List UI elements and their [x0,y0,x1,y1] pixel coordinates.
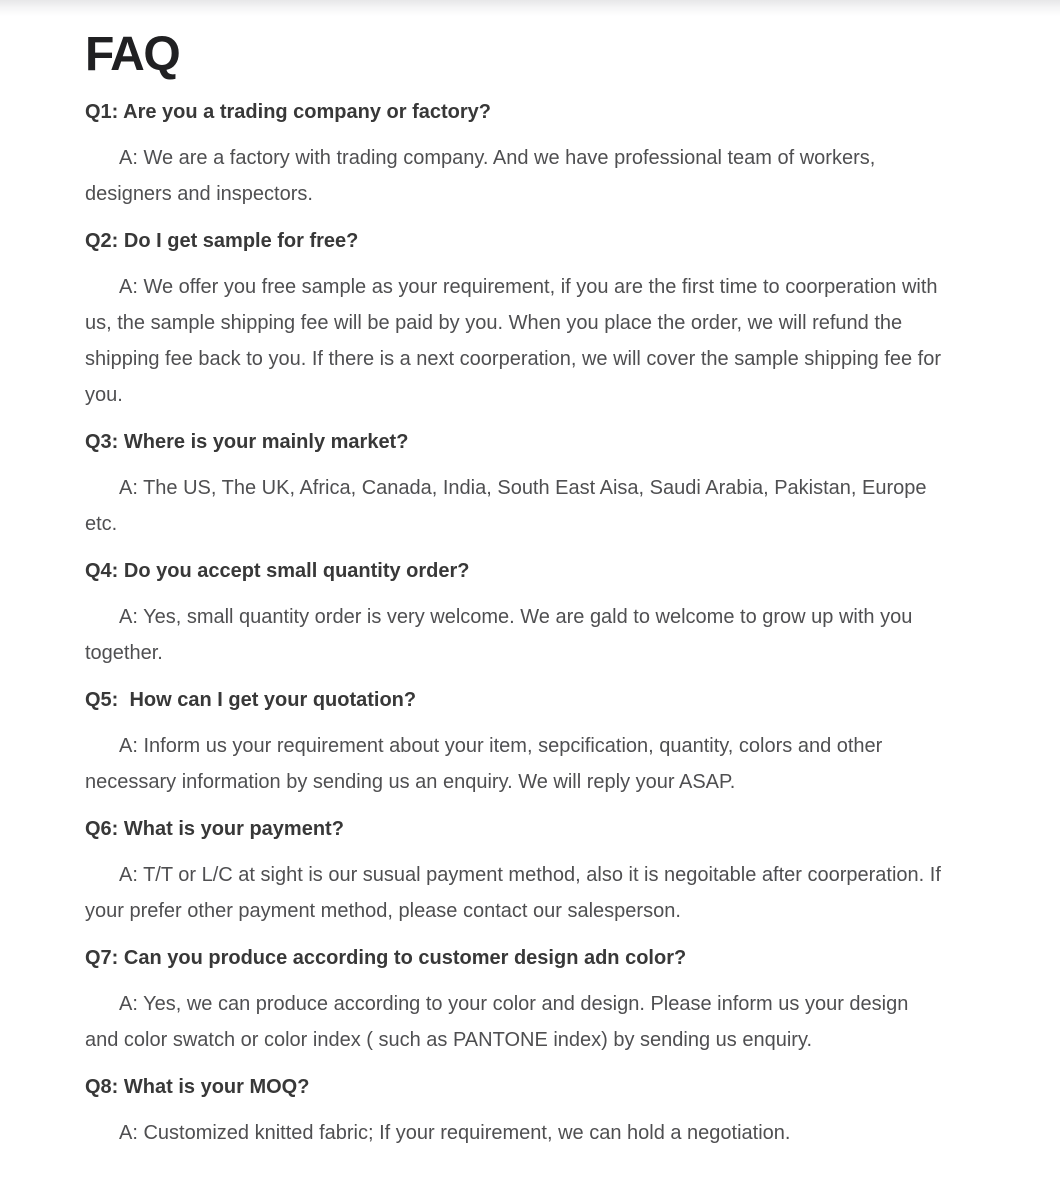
faq-item [85,945,945,1058]
faq-item [85,558,945,671]
faq-answer: A: Inform us your requirement about your item, sepcification, quantity, colors and other necessary information by sending us an enquiry. We will reply your ASAP. [85,735,883,793]
faq-item [85,228,945,413]
faq-answer: A: Yes, we can produce according to your color and design. Please inform us your design and color swatch or color index ( such as PANTONE index) by sending us enquiry. [85,993,909,1051]
faq-content [0,27,1060,1151]
faq-answer: A: The US, The UK, Africa, Canada, India, South East Aisa, Saudi Arabia, Pakistan, Europe etc. [85,477,927,535]
faq-item [85,429,945,542]
faq-list [85,99,945,1151]
faq-answer: A: We are a factory with trading company. And we have professional team of workers, designers and inspectors. [85,147,876,205]
faq-answer: A: Yes, small quantity order is very welcome. We are gald to welcome to grow up with you together. [85,606,913,664]
faq-question: Q1: Are you a trading company or factory? [85,101,492,123]
faq-question: Q4: Do you accept small quantity order? [85,560,470,582]
faq-question: Q2: Do I get sample for free? [85,230,359,252]
faq-question: Q5: How can I get your quotation? [85,689,417,711]
faq-answer: A: Customized knitted fabric; If your requirement, we can hold a negotiation. [119,1122,791,1144]
faq-item [85,99,945,212]
faq-question: Q8: What is your MOQ? [85,1076,310,1098]
faq-question: Q3: Where is your mainly market? [85,431,409,453]
faq-question: Q7: Can you produce according to customer design adn color? [85,947,687,969]
faq-answer: A: We offer you free sample as your requirement, if you are the first time to coorperation with us, the sample shipping fee will be paid by you. When you place the order, we will refund the shipping fee back to you. If there is a next coorperation, we will cover the sample shipping fee for you. [85,276,942,406]
faq-answer: A: T/T or L/C at sight is our susual payment method, also it is negoitable after coorperation. If your prefer other payment method, please contact our salesperson. [85,864,941,922]
faq-question: Q6: What is your payment? [85,818,344,840]
faq-item [85,687,945,800]
faq-item [85,816,945,929]
page-title: FAQ [85,28,180,81]
top-scroll-shadow [0,0,1060,16]
faq-item [85,1074,945,1151]
